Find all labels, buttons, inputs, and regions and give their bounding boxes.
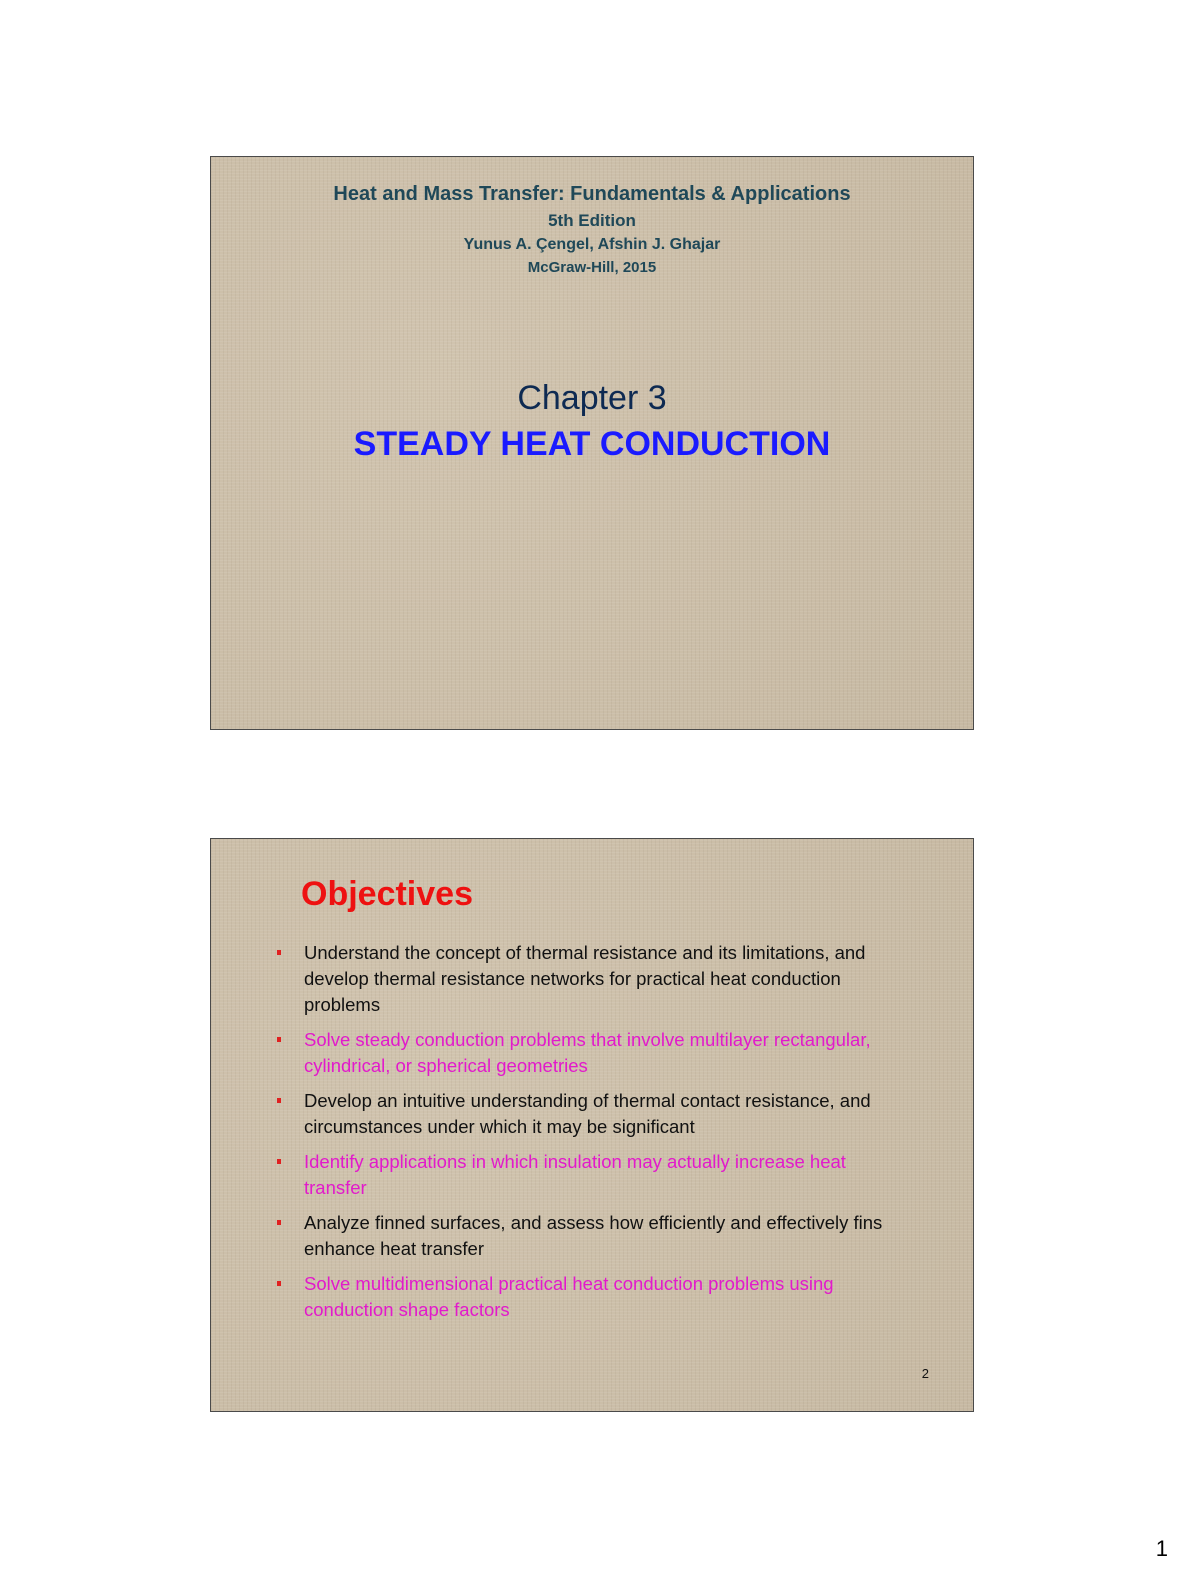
objective-item — [271, 1210, 891, 1262]
bullet-icon — [277, 1037, 281, 1042]
book-edition: 5th Edition — [548, 211, 636, 230]
objective-text: Understand the concept of thermal resistance and its limitations, and develop thermal resistance networks for practical heat conduction problems — [304, 942, 866, 1015]
chapter-title: STEADY HEAT CONDUCTION — [353, 425, 831, 463]
objective-item — [271, 1088, 891, 1140]
objective-text: Analyze finned surfaces, and assess how efficiently and effectively fins enhance heat transfer — [304, 1212, 883, 1259]
objectives-heading: Objectives — [301, 875, 473, 913]
objective-item — [271, 1271, 891, 1323]
objectives-slide — [210, 838, 974, 1412]
objective-item — [271, 1149, 891, 1201]
title-slide — [210, 156, 974, 730]
book-publisher: McGraw-Hill, 2015 — [527, 259, 657, 276]
chapter-label: Chapter 3 — [517, 379, 667, 417]
bullet-icon — [277, 1281, 281, 1286]
objective-text: Solve multidimensional practical heat conduction problems using conduction shape factors — [304, 1273, 834, 1320]
book-title: Heat and Mass Transfer: Fundamentals & Applications — [333, 183, 851, 205]
bullet-icon — [277, 1159, 281, 1164]
bullet-icon — [277, 950, 281, 955]
bullet-icon — [277, 1220, 281, 1225]
page-number: 1 — [1155, 1536, 1168, 1561]
objectives-list — [271, 940, 891, 1332]
objective-text: Identify applications in which insulation may actually increase heat transfer — [304, 1151, 846, 1198]
book-authors: Yunus A. Çengel, Afshin J. Ghajar — [463, 236, 721, 253]
objective-item — [271, 1027, 891, 1079]
bullet-icon — [277, 1098, 281, 1103]
objective-item — [271, 940, 891, 1018]
slide-number: 2 — [921, 1366, 929, 1381]
objective-text: Solve steady conduction problems that involve multilayer rectangular, cylindrical, or spherical geometries — [304, 1029, 871, 1076]
objective-text: Develop an intuitive understanding of thermal contact resistance, and circumstances under which it may be significant — [304, 1090, 871, 1137]
